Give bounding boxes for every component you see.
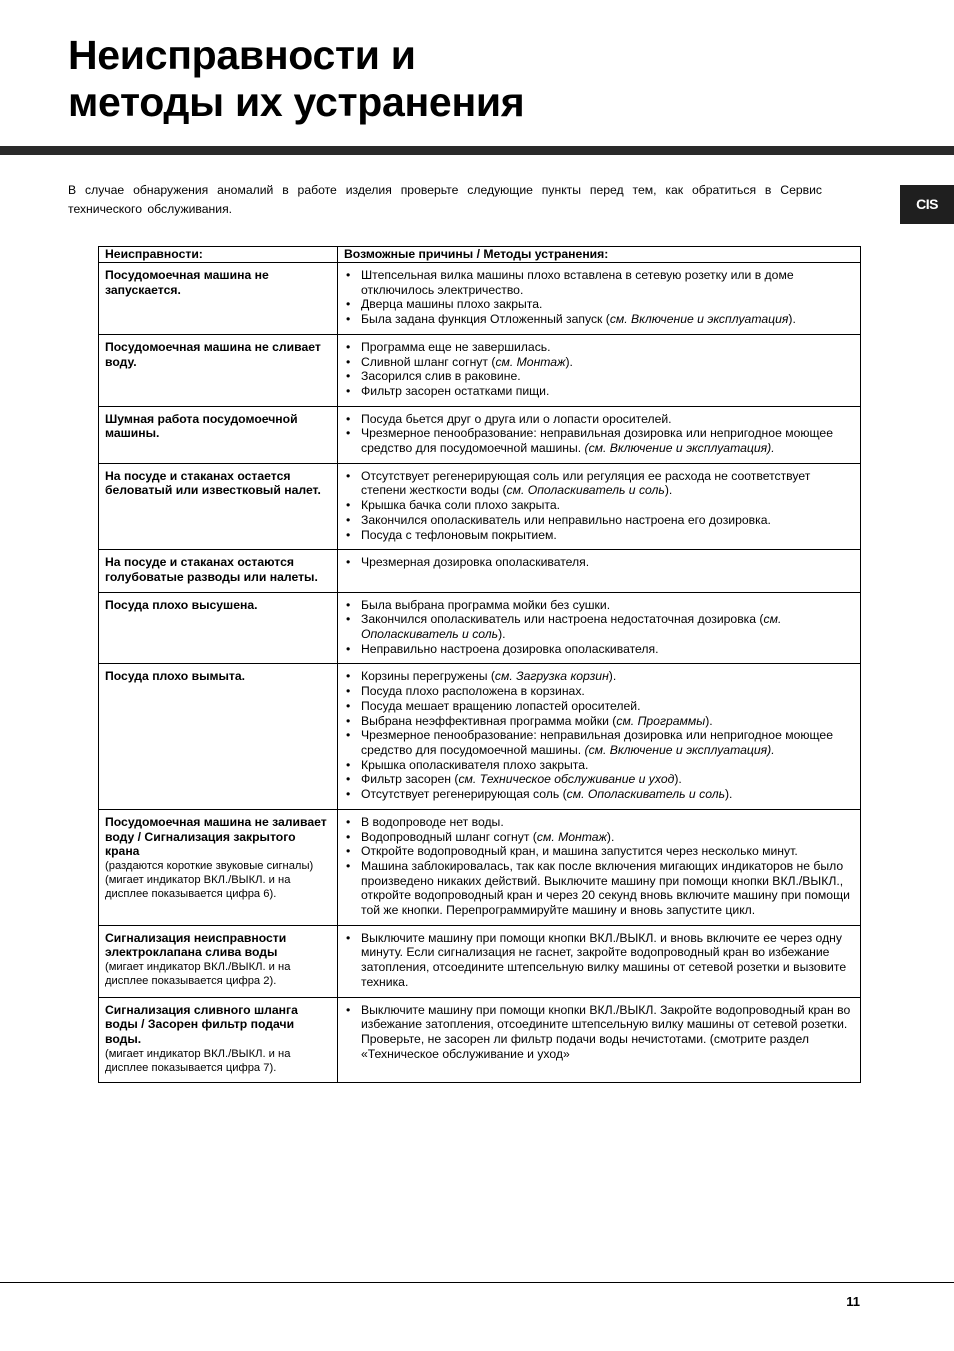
table-row bbox=[99, 406, 861, 463]
cause-text: Фильтр засорен остатками пищи. bbox=[361, 383, 550, 398]
cause-reference: см. Ополаскиватель и соль bbox=[566, 787, 725, 802]
cause-text: Посуда бьется друг о друга или о лопасти оросителей. bbox=[361, 411, 672, 426]
cause-text: Засорился слив в раковине. bbox=[361, 369, 521, 384]
causes-cell bbox=[338, 925, 861, 997]
causes-list bbox=[344, 469, 854, 543]
intro-paragraph: В случае обнаружения аномалий в работе изделия проверьте следующие пункты перед тем, как обратиться в Сервис технического обслуживания. bbox=[68, 183, 822, 216]
fault-note: (мигает индикатор ВКЛ./ВЫКЛ. и на дисплее показывается цифра 6). bbox=[105, 873, 291, 900]
causes-list bbox=[344, 931, 854, 990]
table-row bbox=[99, 664, 861, 809]
header-faults: Неисправности: bbox=[99, 247, 338, 263]
page-title bbox=[68, 32, 868, 126]
cause-text-tail: ). bbox=[606, 829, 615, 844]
title-divider bbox=[0, 146, 954, 155]
fault-cell bbox=[99, 550, 338, 592]
table-body bbox=[99, 263, 861, 1083]
cause-text: Крышка ополаскивателя плохо закрыта. bbox=[361, 757, 589, 772]
cause-reference: см. Программы bbox=[616, 713, 706, 728]
table-row bbox=[99, 550, 861, 592]
cause-text: Неправильно настроена дозировка ополаскивателя. bbox=[361, 641, 659, 656]
page-title-line-1: Неисправности и bbox=[68, 32, 416, 78]
causes-list bbox=[344, 598, 854, 657]
cause-text: Сливной шланг согнут ( bbox=[361, 354, 496, 369]
cause-reference: см. Включение и эксплуатация bbox=[609, 312, 789, 327]
causes-list bbox=[344, 815, 854, 918]
cause-item bbox=[344, 384, 854, 399]
cause-text: Закончился ополаскиватель или настроена недостаточная дозировка ( bbox=[361, 612, 764, 627]
fault-cell bbox=[99, 263, 338, 335]
causes-cell bbox=[338, 997, 861, 1082]
cause-item bbox=[344, 642, 854, 657]
fault-title: Сигнализация сливного шланга воды / Засорен фильтр подачи воды. bbox=[105, 1002, 298, 1046]
fault-cell bbox=[99, 406, 338, 463]
cause-text: В водопроводе нет воды. bbox=[361, 814, 504, 829]
cause-text: Отсутствует регенерирующая соль или регуляция ее расхода не соответствует степени жесткости воды ( bbox=[361, 468, 811, 498]
fault-cell bbox=[99, 463, 338, 550]
cause-item bbox=[344, 728, 854, 757]
cause-item bbox=[344, 815, 854, 830]
cause-reference: см. Монтаж bbox=[495, 354, 566, 369]
fault-title: На посуде и стаканах остается беловатый или известковый налет. bbox=[105, 468, 321, 498]
cause-text-tail: ). bbox=[674, 772, 682, 787]
cause-item bbox=[344, 268, 854, 297]
cause-text: Чрезмерное пенообразование: неправильная дозировка или непригодное моющее средство для посудомоечной машины. bbox=[361, 728, 833, 757]
cause-text-tail: ). bbox=[788, 312, 796, 327]
cause-text: Крышка бачка соли плохо закрыта. bbox=[361, 498, 561, 513]
table-header-row bbox=[99, 247, 861, 263]
causes-cell bbox=[338, 550, 861, 592]
page-number: 11 bbox=[846, 1294, 860, 1309]
causes-list bbox=[344, 340, 854, 399]
cause-item bbox=[344, 830, 854, 845]
cause-item bbox=[344, 528, 854, 543]
cause-item bbox=[344, 1003, 854, 1062]
fault-note: (раздаются короткие звуковые сигналы) bbox=[105, 859, 314, 872]
cause-item bbox=[344, 612, 854, 641]
cause-text: Дверца машины плохо закрыта. bbox=[361, 297, 543, 312]
page-title-line-2: методы их устранения bbox=[68, 79, 525, 125]
causes-list bbox=[344, 412, 854, 456]
cause-text: Чрезмерное пенообразование: неправильная дозировка или непригодное моющее средство для посудомоечной машины. bbox=[361, 426, 833, 456]
table-row bbox=[99, 334, 861, 406]
table-row bbox=[99, 263, 861, 335]
cause-item bbox=[344, 598, 854, 613]
causes-list bbox=[344, 555, 854, 570]
cause-text-tail: ). bbox=[724, 787, 733, 802]
cause-reference: см. Техническое обслуживание и уход bbox=[458, 772, 675, 787]
cause-item bbox=[344, 931, 854, 990]
cause-text: Отсутствует регенерирующая соль ( bbox=[361, 787, 567, 802]
cause-item bbox=[344, 669, 854, 684]
cause-item bbox=[344, 555, 854, 570]
cause-item bbox=[344, 297, 854, 312]
cause-item bbox=[344, 355, 854, 370]
cause-item bbox=[344, 498, 854, 513]
cause-item bbox=[344, 340, 854, 355]
cause-reference: см. Монтаж bbox=[536, 829, 607, 844]
cause-reference: см. Ополаскиватель и соль bbox=[506, 483, 665, 498]
cause-item bbox=[344, 859, 854, 918]
cause-text: Была задана функция Отложенный запуск ( bbox=[361, 312, 610, 327]
cause-text: Машина заблокировалась, так как после включения мигающих индикаторов не было произведено никаких действий. Выключите машину при помощи кнопки ВКЛ./ВЫКЛ., откройте водопроводный кран и через 20 секунд вновь включите машину при помощи той же кнопки. Перепрограммируйте машину и вновь запустите цикл. bbox=[361, 858, 850, 918]
cause-text: Посуда с тефлоновым покрытием. bbox=[361, 527, 557, 542]
cause-item bbox=[344, 772, 854, 787]
cause-text-tail: ). bbox=[565, 354, 573, 369]
fault-title: Посудомоечная машина не сливает воду. bbox=[105, 339, 321, 369]
cause-item bbox=[344, 844, 854, 859]
cause-text-tail: ). bbox=[608, 669, 617, 684]
cause-text: Фильтр засорен ( bbox=[361, 772, 459, 787]
table-row bbox=[99, 925, 861, 997]
causes-cell bbox=[338, 664, 861, 809]
cause-text-tail: ). bbox=[664, 483, 673, 498]
cause-item bbox=[344, 412, 854, 427]
causes-list bbox=[344, 1003, 854, 1062]
cause-item bbox=[344, 699, 854, 714]
table-row bbox=[99, 997, 861, 1082]
cause-text: Выключите машину при помощи кнопки ВКЛ./ВЫКЛ. и вновь включите ее через одну минуту. Если сигнализация не гаснет, закройте водопроводный кран во избежание затопления, отсоедините штепсельную вилку машины от сетевой розетки и вызовите техника. bbox=[361, 930, 847, 989]
cause-item bbox=[344, 787, 854, 802]
fault-cell bbox=[99, 925, 338, 997]
cause-text: Водопроводный шланг согнут ( bbox=[361, 829, 537, 844]
fault-title: Посуда плохо высушена. bbox=[105, 597, 258, 612]
causes-cell bbox=[338, 406, 861, 463]
fault-title: На посуде и стаканах остаются голубоватые разводы или налеты. bbox=[105, 555, 318, 584]
causes-cell bbox=[338, 334, 861, 406]
fault-cell bbox=[99, 592, 338, 664]
cause-item bbox=[344, 469, 854, 498]
causes-cell bbox=[338, 463, 861, 550]
causes-list bbox=[344, 268, 854, 327]
causes-cell bbox=[338, 809, 861, 925]
fault-title: Посудомоечная машина не запускается. bbox=[105, 268, 269, 297]
cause-reference: (см. Включение и эксплуатация). bbox=[584, 742, 775, 757]
table-row bbox=[99, 809, 861, 925]
cause-item bbox=[344, 758, 854, 773]
cause-text: Закончился ополаскиватель или неправильно настроена его дозировка. bbox=[361, 512, 771, 527]
cause-item bbox=[344, 312, 854, 327]
cause-text: Посуда мешает вращению лопастей оросителей. bbox=[361, 698, 641, 713]
cause-item bbox=[344, 714, 854, 729]
cause-text: Чрезмерная дозировка ополаскивателя. bbox=[361, 555, 590, 570]
cause-text-tail: ). bbox=[705, 713, 713, 728]
cause-item bbox=[344, 684, 854, 699]
cause-text: Корзины перегружены ( bbox=[361, 669, 495, 684]
cause-text: Выбрана неэффективная программа мойки ( bbox=[361, 713, 617, 728]
cause-reference: (см. Включение и эксплуатация). bbox=[584, 441, 775, 456]
cause-text: Посуда плохо расположена в корзинах. bbox=[361, 684, 585, 699]
cause-text: Штепсельная вилка машины плохо вставлена в сетевую розетку или в доме отключилось электричество. bbox=[361, 268, 794, 297]
fault-title: Посудомоечная машина не заливает воду / Сигнализация закрытого крана bbox=[105, 814, 327, 859]
fault-cell bbox=[99, 664, 338, 809]
fault-title: Шумная работа посудомоечной машины. bbox=[105, 411, 298, 441]
language-tab: CIS bbox=[900, 185, 954, 224]
header-causes: Возможные причины / Методы устранения: bbox=[338, 247, 861, 263]
fault-title: Посуда плохо вымыта. bbox=[105, 669, 246, 684]
cause-text: Откройте водопроводный кран, и машина запустится через несколько минут. bbox=[361, 844, 798, 859]
cause-text: Выключите машину при помощи кнопки ВКЛ./ВЫКЛ. Закройте водопроводный кран во избежание затопления, отсоедините штепсельную вилку машины от сетевой розетки. Проверьте, не засорен ли фильтр подачи воды нечистотами. (смотрите раздел «Техническое обслуживание и уход» bbox=[361, 1002, 851, 1061]
causes-cell bbox=[338, 263, 861, 335]
fault-cell bbox=[99, 997, 338, 1082]
fault-cell bbox=[99, 809, 338, 925]
cause-item bbox=[344, 513, 854, 528]
cause-text: Программа еще не завершилась. bbox=[361, 339, 551, 354]
cause-reference: см. Ополаскиватель и соль bbox=[361, 612, 782, 642]
fault-note: (мигает индикатор ВКЛ./ВЫКЛ. и на дисплее показывается цифра 7). bbox=[105, 1047, 291, 1074]
fault-note: (мигает индикатор ВКЛ./ВЫКЛ. и на дисплее показывается цифра 2). bbox=[105, 961, 291, 988]
table-row bbox=[99, 592, 861, 664]
causes-list bbox=[344, 669, 854, 801]
causes-cell bbox=[338, 592, 861, 664]
cause-text-tail: ). bbox=[498, 627, 506, 642]
cause-item bbox=[344, 426, 854, 455]
fault-cell bbox=[99, 334, 338, 406]
cause-reference: см. Загрузка корзин bbox=[494, 669, 609, 684]
fault-title: Сигнализация неисправности электроклапана слива воды bbox=[105, 930, 287, 960]
cause-text: Была выбрана программа мойки без сушки. bbox=[361, 597, 611, 612]
footer-divider bbox=[0, 1282, 954, 1283]
troubleshooting-table bbox=[98, 246, 861, 1083]
cause-item bbox=[344, 369, 854, 384]
table-row bbox=[99, 463, 861, 550]
